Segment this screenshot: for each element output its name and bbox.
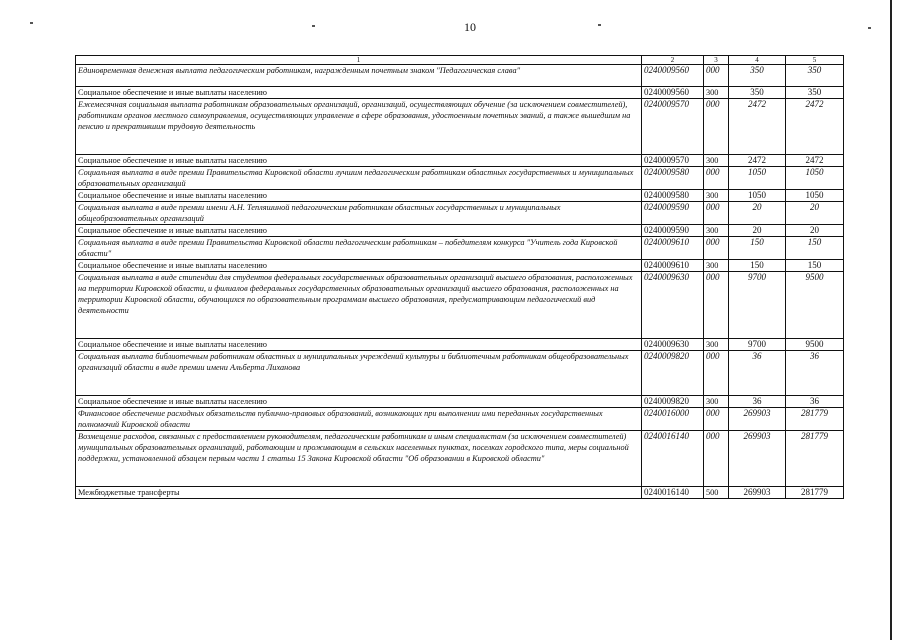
row-type-cell: 000 (704, 351, 729, 396)
row-code-cell: 0240016140 (642, 431, 704, 487)
row-name-cell: Социальная выплата в виде премии имени А.Н. Тепляшиной педагогическим работникам областных государственных и муниципальных общеобразовательных организаций (76, 202, 642, 225)
row-code-cell: 0240009820 (642, 351, 704, 396)
row-value-2-cell: 281779 (786, 431, 844, 487)
header-cell: 2 (642, 56, 704, 65)
row-name-cell: Социальное обеспечение и иные выплаты населению (76, 155, 642, 167)
table-row (76, 396, 844, 408)
row-type-cell: 000 (704, 272, 729, 339)
row-value-1-cell: 1050 (729, 190, 786, 202)
row-value-2-cell: 9500 (786, 272, 844, 339)
table-row (76, 260, 844, 272)
row-value-2-cell: 36 (786, 396, 844, 408)
budget-table (75, 55, 844, 499)
row-name-cell: Социальная выплата в виде стипендии для студентов федеральных государственных образовательных организаций высшего образования, расположенных на территории Кировской области, и филиалов федеральных государственных образовательных организаций высшего образования, расположенных на территории Кировской области, обучающихся по образовательным программам высшего образования, предусматривающим педагогический вид деятельности (76, 272, 642, 339)
row-name-cell: Финансовое обеспечение расходных обязательств публично-правовых образований, возникающих при выполнении ими переданных государственных полномочий Кировской области (76, 408, 642, 431)
header-cell: 4 (729, 56, 786, 65)
scan-speck (30, 22, 33, 24)
row-name-cell: Социальная выплата в виде премии Правительства Кировской области лучшим педагогическим работникам областных государственных и муниципальных образовательных организаций (76, 167, 642, 190)
row-name-cell: Социальное обеспечение и иные выплаты населению (76, 87, 642, 99)
row-value-1-cell: 2472 (729, 99, 786, 155)
page-number: 10 (464, 20, 476, 34)
row-code-cell: 0240009610 (642, 237, 704, 260)
row-code-cell: 0240009630 (642, 339, 704, 351)
row-code-cell: 0240009630 (642, 272, 704, 339)
row-type-cell: 000 (704, 99, 729, 155)
table-row (76, 237, 844, 260)
row-value-2-cell: 9500 (786, 339, 844, 351)
row-value-2-cell: 281779 (786, 487, 844, 499)
row-name-cell: Социальное обеспечение и иные выплаты населению (76, 396, 642, 408)
row-value-2-cell: 150 (786, 237, 844, 260)
row-type-cell: 000 (704, 408, 729, 431)
row-code-cell: 0240009610 (642, 260, 704, 272)
row-value-2-cell: 350 (786, 65, 844, 87)
row-value-2-cell: 2472 (786, 99, 844, 155)
table-row (76, 408, 844, 431)
row-type-cell: 300 (704, 190, 729, 202)
table-row (76, 351, 844, 396)
table-row (76, 431, 844, 487)
row-code-cell: 0240009580 (642, 167, 704, 190)
row-name-cell: Социальное обеспечение и иные выплаты населению (76, 260, 642, 272)
row-value-1-cell: 9700 (729, 272, 786, 339)
row-type-cell: 000 (704, 431, 729, 487)
row-name-cell: Социальная выплата в виде премии Правительства Кировской области педагогическим работникам – победителям конкурса "Учитель года Кировской области" (76, 237, 642, 260)
row-code-cell: 0240009820 (642, 396, 704, 408)
scan-speck (312, 25, 315, 27)
row-code-cell: 0240009570 (642, 155, 704, 167)
table-row (76, 167, 844, 190)
row-value-1-cell: 9700 (729, 339, 786, 351)
row-value-1-cell: 36 (729, 396, 786, 408)
row-value-1-cell: 20 (729, 225, 786, 237)
row-name-cell: Ежемесячная социальная выплата работникам образовательных организаций, организаций, осуществляющих обучение (за исключением совместителей), работникам органов местного самоуправления, осуществляющих управление в сфере образования, удостоенным почетных званий, а также вышедшим на пенсию и прекратившим трудовую деятельность (76, 99, 642, 155)
row-code-cell: 0240016140 (642, 487, 704, 499)
row-value-2-cell: 150 (786, 260, 844, 272)
table-row (76, 487, 844, 499)
table-row (76, 202, 844, 225)
row-code-cell: 0240009580 (642, 190, 704, 202)
row-value-1-cell: 2472 (729, 155, 786, 167)
row-code-cell: 0240009590 (642, 202, 704, 225)
row-name-cell: Межбюджетные трансферты (76, 487, 642, 499)
table-row (76, 65, 844, 87)
table-row (76, 99, 844, 155)
row-type-cell: 300 (704, 260, 729, 272)
row-name-cell: Социальное обеспечение и иные выплаты населению (76, 190, 642, 202)
row-code-cell: 0240009590 (642, 225, 704, 237)
row-name-cell: Возмещение расходов, связанных с предоставлением руководителям, педагогическим работникам и иным специалистам (за исключением совместителей) муниципальных образовательных организаций, работающим и проживающим в сельских населенных пунктах, поселках городского типа, меры социальной поддержки, установленной абзацем первым части 1 статьи 15 Закона Кировской области "Об образовании в Кировской области" (76, 431, 642, 487)
row-code-cell: 0240009560 (642, 65, 704, 87)
row-value-2-cell: 350 (786, 87, 844, 99)
table-row (76, 339, 844, 351)
row-value-1-cell: 150 (729, 237, 786, 260)
row-name-cell: Единовременная денежная выплата педагогическим работникам, награжденным почетным знаком "Педагогическая слава" (76, 65, 642, 87)
row-value-2-cell: 20 (786, 225, 844, 237)
row-value-2-cell: 1050 (786, 190, 844, 202)
row-value-1-cell: 269903 (729, 487, 786, 499)
header-cell: 3 (704, 56, 729, 65)
row-type-cell: 000 (704, 65, 729, 87)
row-code-cell: 0240009560 (642, 87, 704, 99)
row-value-1-cell: 20 (729, 202, 786, 225)
row-type-cell: 300 (704, 396, 729, 408)
row-value-2-cell: 1050 (786, 167, 844, 190)
row-type-cell: 300 (704, 339, 729, 351)
table-header-row (76, 56, 844, 65)
row-name-cell: Социальное обеспечение и иные выплаты населению (76, 225, 642, 237)
row-value-1-cell: 1050 (729, 167, 786, 190)
row-type-cell: 300 (704, 87, 729, 99)
row-value-1-cell: 350 (729, 65, 786, 87)
row-value-1-cell: 150 (729, 260, 786, 272)
table-row (76, 87, 844, 99)
row-value-1-cell: 36 (729, 351, 786, 396)
scan-speck (598, 24, 601, 26)
row-type-cell: 300 (704, 155, 729, 167)
row-value-1-cell: 350 (729, 87, 786, 99)
row-code-cell: 0240016000 (642, 408, 704, 431)
row-type-cell: 000 (704, 202, 729, 225)
row-type-cell: 500 (704, 487, 729, 499)
row-value-2-cell: 20 (786, 202, 844, 225)
row-name-cell: Социальное обеспечение и иные выплаты населению (76, 339, 642, 351)
row-value-1-cell: 269903 (729, 408, 786, 431)
scan-speck (868, 27, 871, 29)
table-row (76, 155, 844, 167)
table-row (76, 190, 844, 202)
row-type-cell: 300 (704, 225, 729, 237)
header-cell: 5 (786, 56, 844, 65)
table-row (76, 225, 844, 237)
table-row (76, 272, 844, 339)
row-value-2-cell: 2472 (786, 155, 844, 167)
header-cell: 1 (76, 56, 642, 65)
row-type-cell: 000 (704, 237, 729, 260)
page-edge-line (890, 0, 892, 640)
row-code-cell: 0240009570 (642, 99, 704, 155)
row-value-2-cell: 281779 (786, 408, 844, 431)
row-value-2-cell: 36 (786, 351, 844, 396)
row-value-1-cell: 269903 (729, 431, 786, 487)
row-type-cell: 000 (704, 167, 729, 190)
row-name-cell: Социальная выплата библиотечным работникам областных и муниципальных учреждений культуры и библиотечным работникам общеобразовательных организаций области в виде премии имени Альберта Лиханова (76, 351, 642, 396)
